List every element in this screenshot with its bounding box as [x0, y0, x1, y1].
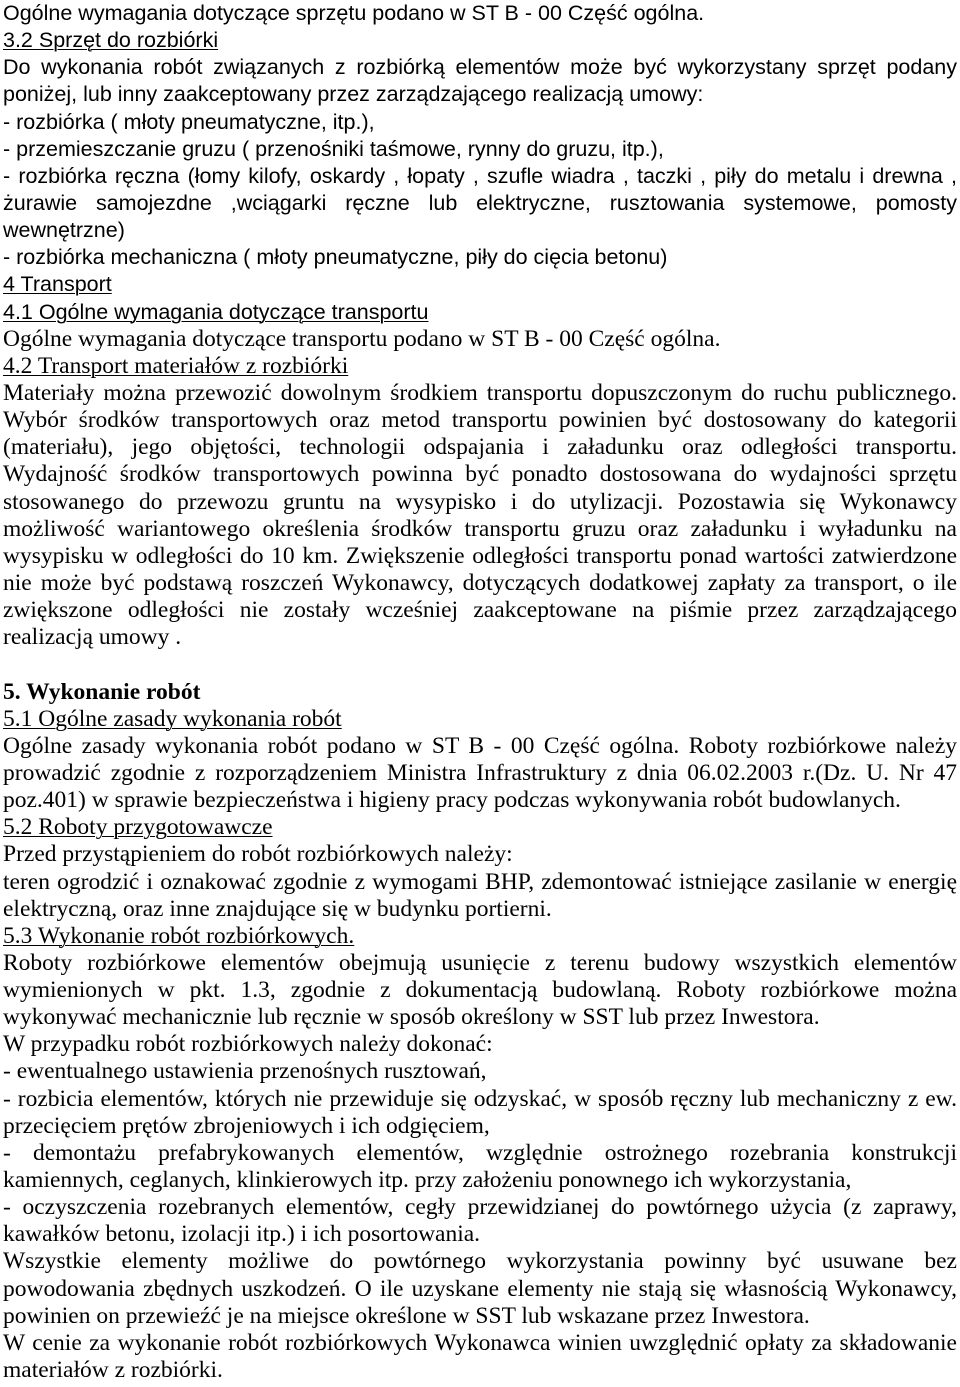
- paragraph-line: materiałów z rozbiórki.: [3, 1357, 223, 1384]
- list-item: [3, 1086, 957, 1140]
- paragraph-line: zwiększone odległości nie zostały wcześniej zaakceptowane na piśmie przez zarządzającego: [3, 597, 957, 624]
- list-item-line: - demontażu prefabrykowanych elementów, względnie ostrożnego rozebrania konstrukcji: [3, 1139, 957, 1166]
- paragraph-line: Materiały można przewozić dowolnym środkiem transportu dopuszczonym do ruchu publicznego.: [3, 379, 957, 406]
- paragraph-5-2: [3, 869, 957, 923]
- heading-5-3-row: [3, 923, 957, 950]
- blank-line: [3, 651, 957, 678]
- paragraph-5-1: [3, 733, 957, 814]
- intro-text: Ogólne wymagania dotyczące sprzętu podano w ST B - 00 Część ogólna.: [3, 1, 705, 25]
- heading-4-1: 4.1 Ogólne wymagania dotyczące transportu: [3, 299, 429, 324]
- paragraph-line: poz.401) w sprawie bezpieczeństwa i higieny pracy podczas wykonywania robót budowlanych.: [3, 787, 901, 814]
- paragraph-line: możliwość wariantowego określenia środków transportu gruzu oraz załadunku i wyładunku na: [3, 515, 957, 542]
- list-item-line: - rozbicia elementów, których nie przewiduje się odzyskać, w sposób ręczny lub mechaniczny z ew.: [3, 1085, 957, 1112]
- paragraph-line: Do wykonania robót związanych z rozbiórką elementów może być wykorzystany sprzęt podany: [3, 55, 957, 80]
- paragraph-line: Wszystkie elementy możliwe do powtórnego wykorzystania powinny być usuwane bez: [3, 1248, 957, 1275]
- paragraph-5-3: [3, 950, 957, 1031]
- paragraph-cost: [3, 1330, 957, 1384]
- list-item-line: przecięciem prętów zbrojeniowych i ich odgięciem,: [3, 1112, 490, 1139]
- text-5-2-intro: Przed przystąpieniem do robót rozbiórkowych należy:: [3, 841, 513, 868]
- paragraph-line: wysypisku w odległości do 10 km. Zwiększenie odległości transportu ponad wartości zatwierdzone: [3, 542, 957, 569]
- paragraph-line: Wybór środków transportowych oraz metod transportu powinien być dostosowany do kategorii: [3, 407, 957, 434]
- heading-4-2-row: [3, 353, 957, 380]
- list-item-line: - rozbiórka ręczna (łomy kilofy, oskardy , łopaty , szufle wiadra , taczki , piły do metalu i drewna ,: [3, 163, 957, 188]
- list-item: - rozbiórka mechaniczna ( młoty pneumatyczne, piły do cięcia betonu): [3, 245, 668, 270]
- list-item: [3, 1140, 957, 1194]
- heading-5-1: 5.1 Ogólne zasady wykonania robót: [3, 705, 342, 732]
- paragraph-line: Roboty rozbiórkowe elementów obejmują usunięcie z terenu budowy wszystkich elementów: [3, 949, 957, 976]
- paragraph-line: poniżej, lub inny zaakceptowany przez zarządzającego realizacją umowy:: [3, 82, 704, 107]
- paragraph-4-2: [3, 380, 957, 651]
- paragraph-reuse: [3, 1248, 957, 1329]
- paragraph-line: W cenie za wykonanie robót rozbiórkowych Wykonawca winien uwzględnić opłaty za składowanie: [3, 1329, 957, 1356]
- heading-5: 5. Wykonanie robót: [3, 678, 201, 705]
- heading-3-2: 3.2 Sprzęt do rozbiórki: [3, 28, 219, 53]
- paragraph-line: stosowanego do przewozu gruntu na wysypisko i do utylizacji. Pozostawia się Wykonawcy: [3, 488, 957, 515]
- paragraph-3-2: [3, 54, 957, 108]
- text-4-1: Ogólne wymagania dotyczące transportu podano w ST B - 00 Część ogólna.: [3, 325, 721, 352]
- equipment-list: [3, 109, 957, 272]
- list-item-line: kawałków betonu, izolacji itp.) i ich posortowania.: [3, 1221, 481, 1248]
- equipment-section: [3, 0, 957, 326]
- heading-5-3: 5.3 Wykonanie robót rozbiórkowych.: [3, 922, 355, 949]
- list-item: [3, 1194, 957, 1248]
- heading-3-2-row: [3, 27, 957, 54]
- list-item: - rozbiórka ( młoty pneumatyczne, itp.),: [3, 109, 375, 134]
- paragraph-line: powodowania zbędnych uszkodzeń. O ile uzyskane elementy nie stają się własnością Wykonawcy,: [3, 1275, 957, 1302]
- paragraph-line: (materiału), jego objętości, technologii odspajania i załadunku oraz odległości transportu.: [3, 434, 957, 461]
- paragraph-line: wymienionych w pkt. 1.3, zgodnie z dokumentacją budowlaną. Roboty rozbiórkowe można: [3, 977, 957, 1004]
- paragraph-line: prowadzić zgodnie z rozporządzeniem Ministra Infrastruktury z dnia 06.02.2003 r.(Dz. U. Nr 47: [3, 759, 957, 786]
- paragraph-line: Wydajność środków transportowych powinna być ponadto dostosowana do wydajności sprzętu: [3, 461, 957, 488]
- paragraph-line: elektryczną, oraz inne znajdujące się w budynku portierni.: [3, 895, 552, 922]
- heading-5-2: 5.2 Roboty przygotowawcze: [3, 814, 273, 841]
- transport-and-works-section: [3, 326, 957, 1384]
- list-item: - przemieszczanie gruzu ( przenośniki taśmowe, rynny do gruzu, itp.),: [3, 136, 664, 161]
- heading-4-1-row: [3, 299, 957, 326]
- list-item-line: żurawie samojezdne ,wciągarki ręczne lub elektryczne, rusztowania systemowe, pomosty: [3, 190, 957, 215]
- text-5-3-intro: W przypadku robót rozbiórkowych należy dokonać:: [3, 1031, 493, 1058]
- heading-4: 4 Transport: [3, 272, 112, 297]
- heading-4-2: 4.2 Transport materiałów z rozbiórki: [3, 352, 349, 379]
- paragraph-line: realizacją umowy .: [3, 624, 182, 651]
- list-item: [3, 163, 957, 244]
- task-list: [3, 1058, 957, 1248]
- list-item-line: wewnętrzne): [3, 218, 125, 243]
- paragraph-line: nie może być podstawą roszczeń Wykonawcy, dotyczących dodatkowej zapłaty za transport, o ile: [3, 569, 957, 596]
- paragraph-line: teren ogrodzić i oznakować zgodnie z wymogami BHP, zdemontować istniejące zasilanie w energię: [3, 868, 957, 895]
- list-item-line: - oczyszczenia rozebranych elementów, cegły przewidzianej do powtórnego użycia (z zaprawy,: [3, 1194, 957, 1221]
- heading-5-2-row: [3, 814, 957, 841]
- paragraph-line: Ogólne zasady wykonania robót podano w ST B - 00 Część ogólna. Roboty rozbiórkowe należy: [3, 732, 957, 759]
- heading-4-row: [3, 271, 957, 298]
- list-item-line: kamiennych, ceglanych, klinkierowych itp. przy założeniu ponownego ich wykorzystania,: [3, 1167, 852, 1194]
- list-item: - ewentualnego ustawienia przenośnych rusztowań,: [3, 1058, 487, 1085]
- paragraph-line: wykonywać mechanicznie lub ręcznie w sposób określony w SST lub przez Inwestora.: [3, 1004, 820, 1031]
- heading-5-1-row: [3, 706, 957, 733]
- paragraph-line: powinien on przewieźć je na miejsce określone w SST lub wskazane przez Inwestora.: [3, 1302, 810, 1329]
